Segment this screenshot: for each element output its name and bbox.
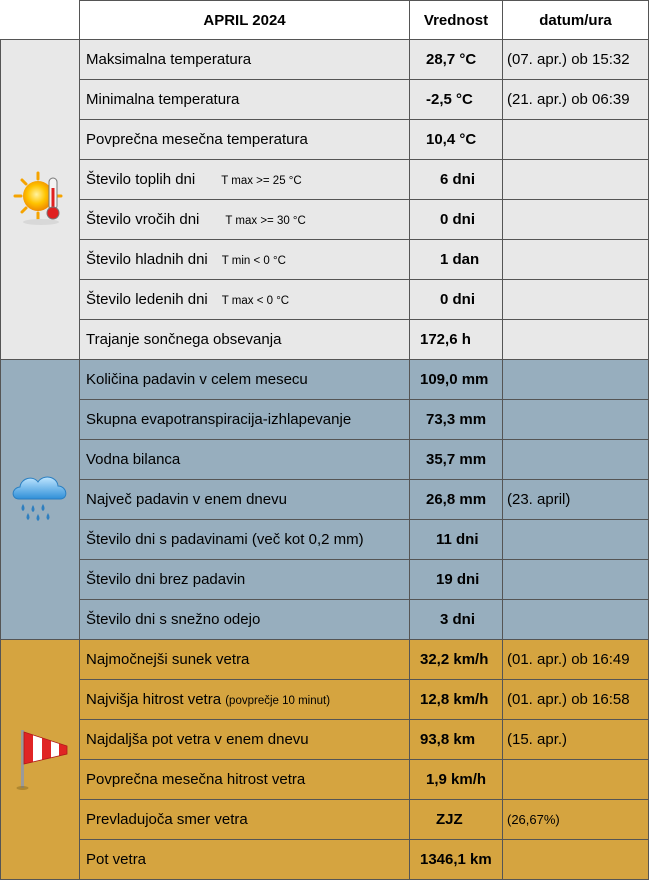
stat-label-text: Najvišja hitrost vetra — [86, 691, 222, 708]
table-row — [1, 800, 649, 840]
stat-note: T min < 0 °C — [221, 255, 286, 267]
table-row — [1, 520, 649, 560]
stat-label — [80, 200, 410, 240]
stat-date — [503, 440, 649, 480]
table-row — [1, 40, 649, 80]
stat-value: 11 dni — [410, 520, 503, 560]
stat-value: ZJZ — [410, 800, 503, 840]
stat-label: Skupna evapotranspiracija-izhlapevanje — [80, 400, 410, 440]
table-row — [1, 840, 649, 880]
stat-date — [503, 400, 649, 440]
stat-date: (21. apr.) ob 06:39 — [503, 80, 649, 120]
stat-label: Število dni s padavinami (več kot 0,2 mm) — [80, 520, 410, 560]
stat-date — [503, 520, 649, 560]
table-row — [1, 680, 649, 720]
stat-date — [503, 200, 649, 240]
stat-date: (07. apr.) ob 15:32 — [503, 40, 649, 80]
header-value-column: Vrednost — [410, 1, 503, 40]
stat-date: (26,67%) — [503, 800, 649, 840]
stat-value: 0 dni — [410, 200, 503, 240]
stat-value: 19 dni — [410, 560, 503, 600]
table-row — [1, 160, 649, 200]
table-row — [1, 80, 649, 120]
stat-value: 1346,1 km — [410, 840, 503, 880]
table-row — [1, 480, 649, 520]
stat-label: Prevladujoča smer vetra — [80, 800, 410, 840]
stat-note: T max < 0 °C — [221, 295, 290, 307]
stat-label — [80, 680, 410, 720]
stat-value: 0 dni — [410, 280, 503, 320]
stat-date — [503, 360, 649, 400]
wind-icon-cell — [1, 640, 80, 880]
stat-date — [503, 240, 649, 280]
temperature-icon-cell — [1, 40, 80, 360]
stat-value: 32,2 km/h — [410, 640, 503, 680]
stat-label — [80, 280, 410, 320]
table-row — [1, 600, 649, 640]
stat-label: Največ padavin v enem dnevu — [80, 480, 410, 520]
table-row — [1, 240, 649, 280]
stat-label: Trajanje sončnega obsevanja — [80, 320, 410, 360]
stat-label: Najmočnejši sunek vetra — [80, 640, 410, 680]
stat-value: 109,0 mm — [410, 360, 503, 400]
stat-value: 10,4 °C — [410, 120, 503, 160]
stat-date: (01. apr.) ob 16:58 — [503, 680, 649, 720]
stat-value: 6 dni — [410, 160, 503, 200]
table-row — [1, 400, 649, 440]
stat-date — [503, 760, 649, 800]
table-row — [1, 760, 649, 800]
stat-note: (povprečje 10 minut) — [225, 695, 331, 707]
header-date-column: datum/ura — [503, 1, 649, 40]
stat-date — [503, 600, 649, 640]
stat-label — [80, 160, 410, 200]
stat-label-text: Število ledenih dni — [86, 291, 208, 308]
stat-date: (15. apr.) — [503, 720, 649, 760]
stat-note: T max >= 25 °C — [221, 175, 302, 187]
precipitation-icon-cell — [1, 360, 80, 640]
table-row — [1, 360, 649, 400]
stat-label: Število dni brez padavin — [80, 560, 410, 600]
stat-value: 1,9 km/h — [410, 760, 503, 800]
stat-label: Najdaljša pot vetra v enem dnevu — [80, 720, 410, 760]
header-row — [1, 1, 649, 40]
table-row — [1, 560, 649, 600]
stat-date — [503, 280, 649, 320]
stat-label: Maksimalna temperatura — [80, 40, 410, 80]
stat-label: Število dni s snežno odejo — [80, 600, 410, 640]
table-row — [1, 200, 649, 240]
table-row — [1, 120, 649, 160]
stat-label — [80, 240, 410, 280]
stat-date — [503, 840, 649, 880]
stat-note: T max >= 30 °C — [225, 215, 306, 227]
stat-date: (01. apr.) ob 16:49 — [503, 640, 649, 680]
table-row — [1, 440, 649, 480]
stat-label: Vodna bilanca — [80, 440, 410, 480]
stat-value: 93,8 km — [410, 720, 503, 760]
stat-date — [503, 320, 649, 360]
stat-value: 12,8 km/h — [410, 680, 503, 720]
stat-label: Povprečna mesečna hitrost vetra — [80, 760, 410, 800]
stat-label: Količina padavin v celem mesecu — [80, 360, 410, 400]
header-title: APRIL 2024 — [80, 1, 410, 40]
stat-label-text: Število hladnih dni — [86, 251, 208, 268]
stat-label: Pot vetra — [80, 840, 410, 880]
stat-label: Povprečna mesečna temperatura — [80, 120, 410, 160]
stat-value: 26,8 mm — [410, 480, 503, 520]
stat-value: 28,7 °C — [410, 40, 503, 80]
stat-value: 73,3 mm — [410, 400, 503, 440]
stat-date — [503, 120, 649, 160]
table-row — [1, 320, 649, 360]
table-row — [1, 720, 649, 760]
stat-date — [503, 160, 649, 200]
rain-cloud-icon — [9, 471, 71, 523]
stat-label-text: Število toplih dni — [86, 171, 196, 188]
table-row — [1, 280, 649, 320]
stat-value: -2,5 °C — [410, 80, 503, 120]
stat-value: 172,6 h — [410, 320, 503, 360]
sun-thermometer-icon — [11, 168, 69, 226]
stat-date: (23. april) — [503, 480, 649, 520]
stat-label: Minimalna temperatura — [80, 80, 410, 120]
stat-value: 3 dni — [410, 600, 503, 640]
stat-date — [503, 560, 649, 600]
table-row — [1, 640, 649, 680]
stat-label-text: Število vročih dni — [86, 211, 200, 228]
stat-value: 35,7 mm — [410, 440, 503, 480]
stat-value: 1 dan — [410, 240, 503, 280]
windsock-icon — [9, 722, 71, 792]
header-blank-cell — [1, 1, 80, 40]
